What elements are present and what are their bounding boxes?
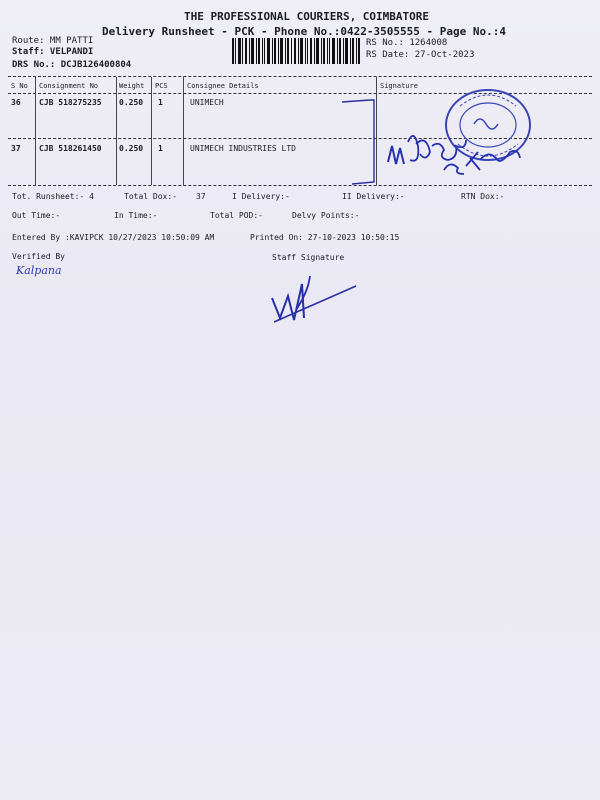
col-header-sno: S No [11,82,28,90]
i-delivery: I Delivery:- [232,192,290,201]
entered-by: Entered By :KAVIPCK 10/27/2023 10:50:09 AM [12,233,215,242]
rs-date: RS Date: 27-Oct-2023 [366,50,475,60]
staff-signature-label: Staff Signature [272,253,345,262]
col-header-weight: Weight [119,82,145,90]
out-time: Out Time:- [12,211,61,220]
col-header-consignee: Consignee Details [187,82,259,90]
col-divider [151,77,152,185]
printed-on: Printed On: 27-10-2023 10:50:15 [250,233,400,242]
drs-number: DRS No.: DCJB126400804 [12,60,132,70]
rs-number: RS No.: 1264008 [366,38,448,48]
receiver-signature [384,118,534,180]
table-row-sno: 36 [11,98,21,107]
rtn-dox: RTN Dox:- [461,192,505,201]
table-bottom-rule [8,185,592,186]
col-header-pcs: PCS [155,82,168,90]
staff-signature [266,270,362,328]
table-row-pcs: 1 [158,144,163,153]
table-row-consignment: CJB 518261450 [39,144,102,153]
ii-delivery: II Delivery:- [342,192,405,201]
delvy-points: Delvy Points:- [292,211,360,220]
table-row-consignee: UNIMECH INDUSTRIES LTD [190,144,296,153]
col-divider [35,77,36,185]
in-time: In Time:- [114,211,158,220]
table-row-consignee: UNIMECH [190,98,224,107]
table-row-pcs: 1 [158,98,163,107]
table-top-rule [8,76,592,77]
runsheet-subtitle: Delivery Runsheet - PCK - Phone No.:0422-3505555 - Page No.:4 [102,25,506,38]
table-row-sno: 37 [11,144,21,153]
col-header-signature: Signature [380,82,418,90]
table-row-weight: 0.250 [119,98,144,107]
handwritten-bracket [340,96,380,188]
route-label: Route: MM PATTI [12,36,94,46]
verified-by-label: Verified By [12,252,65,261]
table-row-weight: 0.250 [119,144,144,153]
tot-runsheet: Tot. Runsheet:- 4 [12,192,94,201]
col-divider [116,77,117,185]
col-divider [183,77,184,185]
verifier-handwritten-name: Kalpana [16,264,62,277]
total-dox-label: Total Dox:- [124,192,177,201]
total-dox-value: 37 [196,192,206,201]
col-header-consignment: Consignment No [39,82,99,90]
staff-label: Staff: VELPANDI [12,47,94,57]
table-row-consignment: CJB 518275235 [39,98,102,107]
barcode [232,38,360,64]
company-title: THE PROFESSIONAL COURIERS, COIMBATORE [184,10,430,23]
total-pod: Total POD:- [210,211,263,220]
